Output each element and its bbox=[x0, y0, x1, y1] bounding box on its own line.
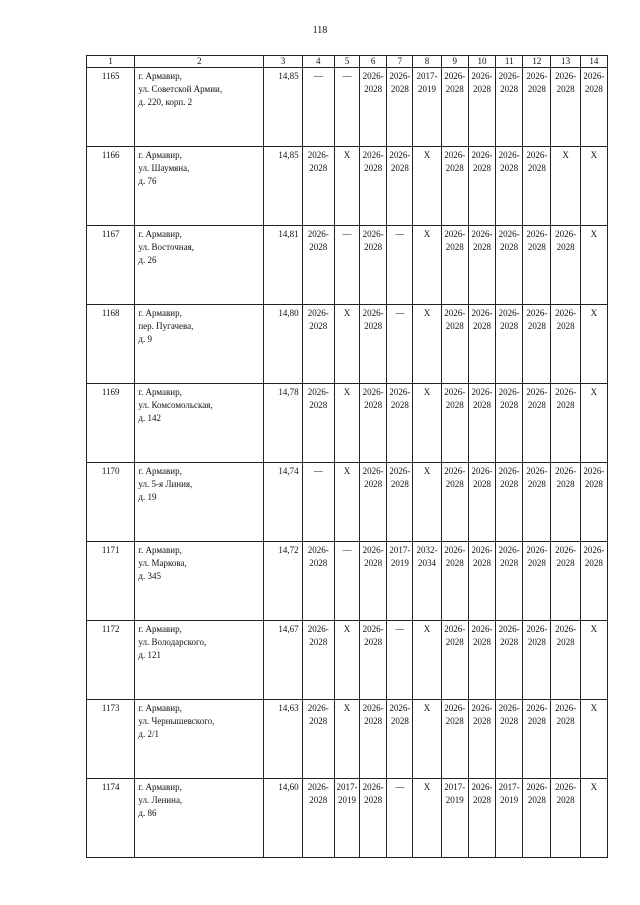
period-cell: 2026- 2028 bbox=[360, 305, 387, 384]
table-row bbox=[87, 305, 608, 384]
period-cell: X bbox=[413, 463, 441, 542]
address-line: д. 86 bbox=[138, 808, 157, 818]
period-cell: 2026- 2028 bbox=[360, 226, 387, 305]
period-cell: 2026- 2028 bbox=[387, 700, 413, 779]
period-cell: 2017- 2019 bbox=[413, 68, 441, 147]
address-line: г. Армавир, bbox=[138, 624, 182, 634]
period-cell: — bbox=[387, 226, 413, 305]
address-line: ул. Маркова, bbox=[138, 558, 187, 568]
period-cell: 2026- 2028 bbox=[496, 147, 523, 226]
period-cell: 2026- 2028 bbox=[468, 226, 495, 305]
address-line: д. 2/1 bbox=[138, 729, 159, 739]
address-line: д. 220, корп. 2 bbox=[138, 97, 193, 107]
period-cell: 2026- 2028 bbox=[360, 463, 387, 542]
address-cell bbox=[135, 463, 264, 542]
period-cell: 2026- 2028 bbox=[360, 147, 387, 226]
period-cell: 2026- 2028 bbox=[441, 463, 468, 542]
period-cell: 2026- 2028 bbox=[551, 68, 580, 147]
period-cell: — bbox=[387, 305, 413, 384]
period-cell: 2026- 2028 bbox=[441, 147, 468, 226]
column-header: 13 bbox=[551, 56, 580, 68]
period-cell: 2026- 2028 bbox=[551, 621, 580, 700]
address-line: ул. 5-я Линия, bbox=[138, 479, 193, 489]
column-header: 1 bbox=[87, 56, 135, 68]
address-line: г. Армавир, bbox=[138, 150, 182, 160]
period-cell: 2026- 2028 bbox=[360, 68, 387, 147]
row-number: 1172 bbox=[87, 621, 135, 700]
column-header: 9 bbox=[441, 56, 468, 68]
address-line: д. 345 bbox=[138, 571, 161, 581]
column-header: 14 bbox=[580, 56, 607, 68]
period-cell: 2026- 2028 bbox=[441, 621, 468, 700]
period-cell: 2026- 2028 bbox=[551, 226, 580, 305]
period-cell: 2026- 2028 bbox=[441, 305, 468, 384]
value-cell: 14,72 bbox=[264, 542, 302, 621]
period-cell: 2026- 2028 bbox=[302, 305, 334, 384]
period-cell: 2026- 2028 bbox=[468, 305, 495, 384]
address-line: ул. Восточная, bbox=[138, 242, 194, 252]
row-number: 1166 bbox=[87, 147, 135, 226]
period-cell: 2026- 2028 bbox=[302, 779, 334, 858]
column-header: 10 bbox=[468, 56, 495, 68]
table-row bbox=[87, 621, 608, 700]
value-cell: 14,78 bbox=[264, 384, 302, 463]
period-cell: 2026- 2028 bbox=[523, 147, 551, 226]
period-cell: 2026- 2028 bbox=[468, 68, 495, 147]
column-header: 2 bbox=[135, 56, 264, 68]
value-cell: 14,63 bbox=[264, 700, 302, 779]
address-cell bbox=[135, 542, 264, 621]
period-cell: 2026- 2028 bbox=[387, 463, 413, 542]
address-line: г. Армавир, bbox=[138, 387, 182, 397]
table-row bbox=[87, 542, 608, 621]
period-cell: X bbox=[334, 384, 359, 463]
address-cell bbox=[135, 68, 264, 147]
period-cell: 2026- 2028 bbox=[523, 621, 551, 700]
address-line: д. 142 bbox=[138, 413, 161, 423]
address-line: г. Армавир, bbox=[138, 703, 182, 713]
column-header: 12 bbox=[523, 56, 551, 68]
table-row bbox=[87, 463, 608, 542]
period-cell: 2026- 2028 bbox=[496, 463, 523, 542]
period-cell: — bbox=[302, 463, 334, 542]
table-row bbox=[87, 68, 608, 147]
value-cell: 14,74 bbox=[264, 463, 302, 542]
period-cell: 2026- 2028 bbox=[302, 542, 334, 621]
period-cell: 2026- 2028 bbox=[523, 779, 551, 858]
address-line: г. Армавир, bbox=[138, 782, 182, 792]
period-cell: 2026- 2028 bbox=[468, 463, 495, 542]
period-cell: 2026- 2028 bbox=[580, 463, 607, 542]
period-cell: X bbox=[580, 384, 607, 463]
row-number: 1171 bbox=[87, 542, 135, 621]
address-line: ул. Советской Армии, bbox=[138, 84, 223, 94]
address-line: г. Армавир, bbox=[138, 545, 182, 555]
value-cell: 14,80 bbox=[264, 305, 302, 384]
period-cell: — bbox=[334, 542, 359, 621]
period-cell: X bbox=[413, 700, 441, 779]
period-cell: X bbox=[334, 463, 359, 542]
column-header: 7 bbox=[387, 56, 413, 68]
value-cell: 14,81 bbox=[264, 226, 302, 305]
period-cell: X bbox=[334, 147, 359, 226]
row-number: 1167 bbox=[87, 226, 135, 305]
period-cell: — bbox=[334, 226, 359, 305]
address-line: ул. Чернышевского, bbox=[138, 716, 215, 726]
data-table bbox=[86, 55, 608, 858]
column-header: 8 bbox=[413, 56, 441, 68]
period-cell: 2026- 2028 bbox=[523, 463, 551, 542]
column-header: 4 bbox=[302, 56, 334, 68]
address-line: г. Армавир, bbox=[138, 308, 182, 318]
period-cell: 2026- 2028 bbox=[523, 700, 551, 779]
period-cell: 2026- 2028 bbox=[441, 700, 468, 779]
period-cell: — bbox=[302, 68, 334, 147]
value-cell: 14,85 bbox=[264, 68, 302, 147]
period-cell: 2026- 2028 bbox=[387, 147, 413, 226]
address-line: д. 76 bbox=[138, 176, 157, 186]
period-cell: 2026- 2028 bbox=[551, 779, 580, 858]
table-row bbox=[87, 226, 608, 305]
column-header: 11 bbox=[496, 56, 523, 68]
period-cell: 2026- 2028 bbox=[302, 147, 334, 226]
period-cell: X bbox=[551, 147, 580, 226]
period-cell: 2026- 2028 bbox=[360, 700, 387, 779]
page-number: 118 bbox=[312, 25, 328, 36]
period-cell: 2026- 2028 bbox=[360, 542, 387, 621]
period-cell: X bbox=[334, 700, 359, 779]
period-cell: 2026- 2028 bbox=[551, 463, 580, 542]
period-cell: — bbox=[387, 621, 413, 700]
period-cell: 2026- 2028 bbox=[360, 621, 387, 700]
period-cell: X bbox=[580, 226, 607, 305]
period-cell: 2026- 2028 bbox=[496, 700, 523, 779]
period-cell: 2026- 2028 bbox=[302, 621, 334, 700]
table-row bbox=[87, 779, 608, 858]
period-cell: 2026- 2028 bbox=[551, 542, 580, 621]
period-cell: — bbox=[334, 68, 359, 147]
address-line: д. 9 bbox=[138, 334, 152, 344]
period-cell: X bbox=[413, 779, 441, 858]
period-cell: 2026- 2028 bbox=[441, 384, 468, 463]
period-cell: 2026- 2028 bbox=[302, 384, 334, 463]
period-cell: 2026- 2028 bbox=[523, 305, 551, 384]
row-number: 1169 bbox=[87, 384, 135, 463]
period-cell: 2026- 2028 bbox=[302, 226, 334, 305]
header-row bbox=[87, 56, 608, 68]
period-cell: 2026- 2028 bbox=[523, 384, 551, 463]
period-cell: 2017- 2019 bbox=[387, 542, 413, 621]
period-cell: X bbox=[413, 305, 441, 384]
address-cell bbox=[135, 621, 264, 700]
address-line: г. Армавир, bbox=[138, 466, 182, 476]
period-cell: 2026- 2028 bbox=[580, 68, 607, 147]
period-cell: 2017- 2019 bbox=[441, 779, 468, 858]
period-cell: 2026- 2028 bbox=[496, 305, 523, 384]
column-header: 3 bbox=[264, 56, 302, 68]
period-cell: 2026- 2028 bbox=[551, 384, 580, 463]
address-line: д. 121 bbox=[138, 650, 161, 660]
period-cell: 2032- 2034 bbox=[413, 542, 441, 621]
address-cell bbox=[135, 147, 264, 226]
address-cell bbox=[135, 384, 264, 463]
period-cell: X bbox=[413, 384, 441, 463]
address-line: ул. Шаумяна, bbox=[138, 163, 190, 173]
table-row bbox=[87, 147, 608, 226]
period-cell: 2026- 2028 bbox=[496, 621, 523, 700]
address-line: д. 26 bbox=[138, 255, 157, 265]
period-cell: 2026- 2028 bbox=[360, 384, 387, 463]
period-cell: 2026- 2028 bbox=[387, 384, 413, 463]
period-cell: X bbox=[413, 226, 441, 305]
table-row bbox=[87, 384, 608, 463]
period-cell: X bbox=[413, 621, 441, 700]
address-cell bbox=[135, 779, 264, 858]
row-number: 1170 bbox=[87, 463, 135, 542]
period-cell: X bbox=[334, 305, 359, 384]
row-number: 1173 bbox=[87, 700, 135, 779]
address-line: ул. Комсомольская, bbox=[138, 400, 213, 410]
period-cell: 2026- 2028 bbox=[496, 542, 523, 621]
period-cell: 2026- 2028 bbox=[496, 226, 523, 305]
period-cell: 2026- 2028 bbox=[441, 542, 468, 621]
period-cell: 2026- 2028 bbox=[468, 621, 495, 700]
address-line: ул. Володарского, bbox=[138, 637, 207, 647]
period-cell: 2026- 2028 bbox=[468, 779, 495, 858]
period-cell: X bbox=[580, 621, 607, 700]
period-cell: 2026- 2028 bbox=[387, 68, 413, 147]
period-cell: X bbox=[580, 779, 607, 858]
period-cell: 2026- 2028 bbox=[580, 542, 607, 621]
period-cell: 2017- 2019 bbox=[496, 779, 523, 858]
period-cell: X bbox=[334, 621, 359, 700]
row-number: 1165 bbox=[87, 68, 135, 147]
value-cell: 14,67 bbox=[264, 621, 302, 700]
period-cell: 2026- 2028 bbox=[523, 226, 551, 305]
value-cell: 14,85 bbox=[264, 147, 302, 226]
period-cell: 2026- 2028 bbox=[523, 542, 551, 621]
period-cell: 2026- 2028 bbox=[441, 226, 468, 305]
row-number: 1174 bbox=[87, 779, 135, 858]
period-cell: — bbox=[387, 779, 413, 858]
period-cell: 2026- 2028 bbox=[468, 542, 495, 621]
address-line: пер. Пугачева, bbox=[138, 321, 194, 331]
period-cell: 2026- 2028 bbox=[302, 700, 334, 779]
period-cell: 2026- 2028 bbox=[551, 305, 580, 384]
table-row bbox=[87, 700, 608, 779]
period-cell: X bbox=[413, 147, 441, 226]
period-cell: 2026- 2028 bbox=[360, 779, 387, 858]
period-cell: 2026- 2028 bbox=[468, 384, 495, 463]
column-header: 5 bbox=[334, 56, 359, 68]
value-cell: 14,60 bbox=[264, 779, 302, 858]
period-cell: X bbox=[580, 305, 607, 384]
period-cell: 2026- 2028 bbox=[468, 700, 495, 779]
period-cell: 2026- 2028 bbox=[523, 68, 551, 147]
period-cell: 2026- 2028 bbox=[468, 147, 495, 226]
period-cell: 2026- 2028 bbox=[441, 68, 468, 147]
address-line: г. Армавир, bbox=[138, 229, 182, 239]
address-line: д. 19 bbox=[138, 492, 157, 502]
column-header: 6 bbox=[360, 56, 387, 68]
period-cell: 2026- 2028 bbox=[496, 68, 523, 147]
period-cell: 2026- 2028 bbox=[496, 384, 523, 463]
period-cell: 2017- 2019 bbox=[334, 779, 359, 858]
row-number: 1168 bbox=[87, 305, 135, 384]
period-cell: X bbox=[580, 147, 607, 226]
address-line: ул. Ленина, bbox=[138, 795, 183, 805]
period-cell: 2026- 2028 bbox=[551, 700, 580, 779]
address-cell bbox=[135, 226, 264, 305]
period-cell: X bbox=[580, 700, 607, 779]
address-cell bbox=[135, 305, 264, 384]
address-line: г. Армавир, bbox=[138, 71, 182, 81]
address-cell bbox=[135, 700, 264, 779]
